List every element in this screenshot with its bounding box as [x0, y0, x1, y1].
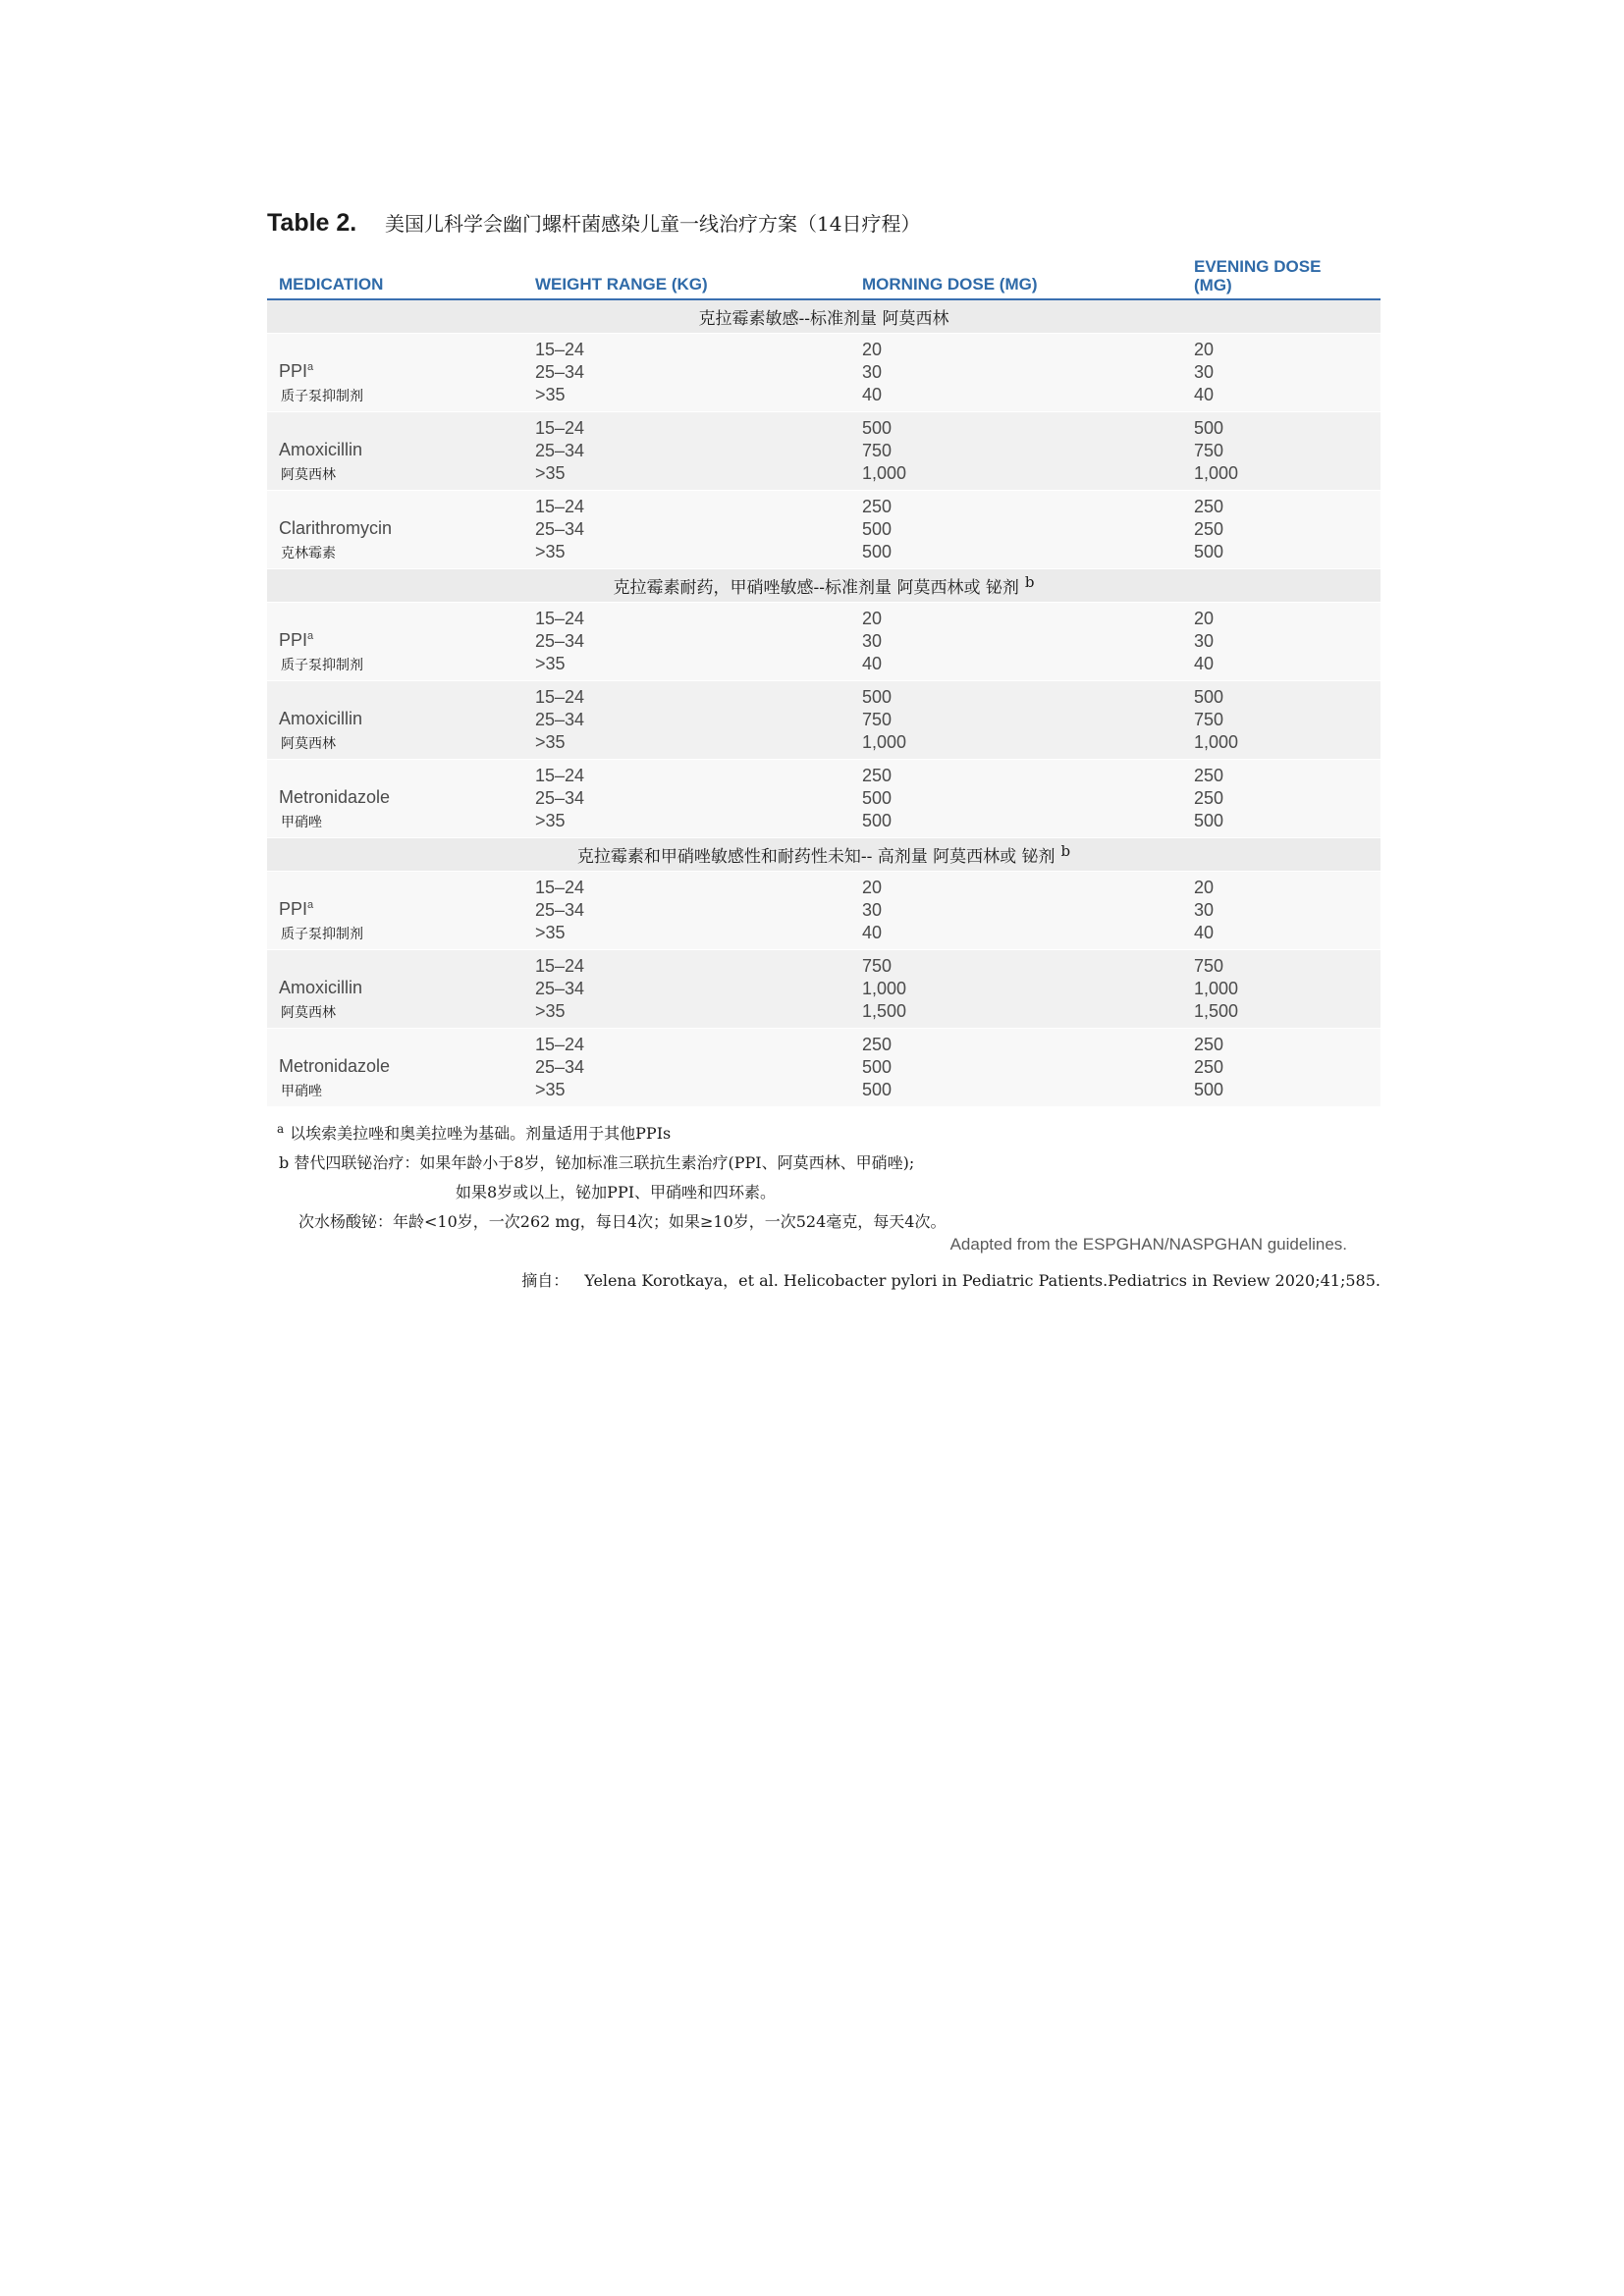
dose-value: 500 — [862, 788, 893, 808]
medication-name: Amoxicillin — [279, 978, 363, 997]
medication-name-cn: 质子泵抑制剂 — [281, 389, 363, 404]
table-label: Table 2. — [267, 209, 357, 237]
dose-value: 20 — [862, 878, 883, 897]
evening-dose-cell — [1188, 872, 1380, 949]
table-row — [267, 603, 1380, 681]
dose-value: >35 — [535, 1001, 566, 1021]
header-weight-range: WEIGHT RANGE (KG) — [535, 275, 708, 294]
dose-value: 250 — [862, 766, 893, 785]
dose-value: 250 — [862, 497, 893, 516]
section-heading: 克拉霉素和甲硝唑敏感性和耐药性未知-- 高剂量 阿莫西林或 铋剂 $^b$ — [267, 838, 1380, 872]
dose-value: 750 — [862, 441, 893, 460]
dose-value: 500 — [862, 811, 893, 830]
section-heading: 克拉霉素耐药，甲硝唑敏感--标准剂量 阿莫西林或 铋剂 $^b$ — [267, 569, 1380, 603]
dose-value: 15–24 — [535, 418, 585, 438]
evening-dose-cell — [1188, 950, 1380, 1028]
dose-value: 25–34 — [535, 362, 585, 382]
dose-value: 15–24 — [535, 687, 585, 707]
medication-name: PPI$^a$ — [279, 899, 314, 919]
dose-value: 25–34 — [535, 1057, 585, 1077]
weight-range-cell — [527, 950, 854, 1028]
dose-value: 500 — [1194, 687, 1224, 707]
medication-name: PPI$^a$ — [279, 630, 314, 650]
dose-value: 15–24 — [535, 497, 585, 516]
table-row — [267, 681, 1380, 760]
dose-value: 250 — [862, 1035, 893, 1054]
dose-value: 15–24 — [535, 609, 585, 628]
header-evening-dose: EVENING DOSE (MG) — [1194, 257, 1322, 294]
dose-value: 500 — [1194, 811, 1224, 830]
dose-value: >35 — [535, 654, 566, 673]
table-row — [267, 950, 1380, 1029]
medication-name-cn: 质子泵抑制剂 — [281, 927, 363, 942]
table-row — [267, 334, 1380, 412]
dose-value: 25–34 — [535, 519, 585, 539]
evening-dose-cell — [1188, 412, 1380, 490]
medication-cell — [267, 603, 527, 680]
dose-value: 30 — [862, 362, 883, 382]
dose-value: 15–24 — [535, 340, 585, 359]
medication-cell — [267, 491, 527, 568]
medication-name-cn: 甲硝唑 — [281, 815, 322, 830]
evening-dose-cell — [1188, 603, 1380, 680]
dose-value: 40 — [1194, 385, 1215, 404]
table-row — [267, 872, 1380, 950]
dose-value: 40 — [862, 654, 883, 673]
morning-dose-cell — [854, 603, 1188, 680]
dose-value: 500 — [862, 542, 893, 561]
source-label: 摘自： — [521, 1271, 569, 1290]
dose-value: 500 — [1194, 542, 1224, 561]
medication-cell — [267, 1029, 527, 1106]
dose-value: 250 — [1194, 766, 1224, 785]
dose-value: 30 — [862, 631, 883, 651]
dose-value: 500 — [862, 1080, 893, 1099]
header-morning-dose: MORNING DOSE (MG) — [862, 275, 1038, 294]
weight-range-cell — [527, 872, 854, 949]
weight-range-cell — [527, 334, 854, 411]
medication-name-cn: 阿莫西林 — [281, 1005, 336, 1021]
dose-value: 15–24 — [535, 956, 585, 976]
dose-value: 1,000 — [1194, 463, 1239, 483]
evening-dose-cell — [1188, 491, 1380, 568]
medication-name-cn: 阿莫西林 — [281, 736, 336, 752]
dose-value: 40 — [1194, 923, 1215, 942]
dose-value: 30 — [862, 900, 883, 920]
dose-value: 20 — [862, 340, 883, 359]
dose-value: 500 — [862, 519, 893, 539]
dose-value: 25–34 — [535, 441, 585, 460]
weight-range-cell — [527, 1029, 854, 1106]
dose-value: 40 — [862, 385, 883, 404]
table-row — [267, 412, 1380, 491]
morning-dose-cell — [854, 681, 1188, 759]
dose-value: 750 — [862, 710, 893, 729]
dose-value: 15–24 — [535, 878, 585, 897]
morning-dose-cell — [854, 334, 1188, 411]
medication-cell — [267, 412, 527, 490]
medication-name-cn: 克林霉素 — [281, 546, 336, 561]
weight-range-cell — [527, 412, 854, 490]
dose-value: >35 — [535, 923, 566, 942]
source-citation — [267, 1268, 1380, 1291]
weight-range-cell — [527, 760, 854, 837]
dose-value: 500 — [862, 418, 893, 438]
dose-value: >35 — [535, 811, 566, 830]
dose-value: 25–34 — [535, 900, 585, 920]
dose-value: >35 — [535, 385, 566, 404]
dose-value: 250 — [1194, 497, 1224, 516]
dose-value: 15–24 — [535, 766, 585, 785]
medication-name: Metronidazole — [279, 787, 391, 807]
dose-value: 250 — [1194, 1057, 1224, 1077]
dose-value: 1,000 — [1194, 979, 1239, 998]
section-heading: 克拉霉素敏感--标准剂量 阿莫西林 — [267, 300, 1380, 334]
morning-dose-cell — [854, 760, 1188, 837]
dose-value: 500 — [1194, 1080, 1224, 1099]
dose-value: 250 — [1194, 519, 1224, 539]
weight-range-cell — [527, 491, 854, 568]
medication-name: Clarithromycin — [279, 518, 393, 538]
footnotes — [267, 1121, 1380, 1291]
footnote-a: $^a$ 以埃索美拉唑和奥美拉唑为基础。剂量适用于其他PPIs — [277, 1121, 672, 1143]
dosage-table — [267, 253, 1380, 1107]
morning-dose-cell — [854, 491, 1188, 568]
dose-value: >35 — [535, 1080, 566, 1099]
dose-value: 25–34 — [535, 979, 585, 998]
dose-value: 20 — [1194, 340, 1215, 359]
dose-value: 30 — [1194, 900, 1215, 920]
dose-value: >35 — [535, 732, 566, 752]
medication-name: Metronidazole — [279, 1056, 391, 1076]
dose-value: 750 — [1194, 441, 1224, 460]
morning-dose-cell — [854, 412, 1188, 490]
evening-dose-cell — [1188, 760, 1380, 837]
weight-range-cell — [527, 603, 854, 680]
dose-value: 20 — [862, 609, 883, 628]
dose-value: 750 — [1194, 956, 1224, 976]
evening-dose-cell — [1188, 334, 1380, 411]
evening-dose-cell — [1188, 1029, 1380, 1106]
morning-dose-cell — [854, 1029, 1188, 1106]
dose-value: 30 — [1194, 631, 1215, 651]
dose-value: 750 — [1194, 710, 1224, 729]
medication-name: PPI$^a$ — [279, 361, 314, 381]
medication-cell — [267, 760, 527, 837]
footnote-b-line2: 如果8岁或以上，铋加PPI、甲硝唑和四环素。 — [456, 1183, 777, 1201]
medication-cell — [267, 950, 527, 1028]
dose-value: 40 — [1194, 654, 1215, 673]
dose-value: 1,500 — [862, 1001, 907, 1021]
medication-name-cn: 甲硝唑 — [281, 1084, 322, 1099]
medication-cell — [267, 872, 527, 949]
dose-value: 1,000 — [862, 732, 907, 752]
medication-cell — [267, 334, 527, 411]
dose-value: 40 — [862, 923, 883, 942]
dose-value: 500 — [862, 687, 893, 707]
evening-dose-cell — [1188, 681, 1380, 759]
dose-value: 250 — [1194, 788, 1224, 808]
header-medication: MEDICATION — [279, 275, 384, 294]
footnote-bismuth: 次水杨酸铋：年龄<10岁，一次262 mg，每日4次；如果≥10岁，一次524毫克，每天4次。 — [298, 1212, 947, 1231]
dose-value: 25–34 — [535, 788, 585, 808]
dose-value: >35 — [535, 542, 566, 561]
weight-range-cell — [527, 681, 854, 759]
footnote-b-line1: b 替代四联铋治疗：如果年龄小于8岁，铋加标准三联抗生素治疗(PPI、阿莫西林、甲硝唑); — [279, 1153, 915, 1172]
table-body — [267, 300, 1380, 1107]
morning-dose-cell — [854, 872, 1188, 949]
table-header — [267, 253, 1380, 300]
dose-value: 500 — [1194, 418, 1224, 438]
medication-name-cn: 阿莫西林 — [281, 467, 336, 483]
table-title: 美国儿科学会幽门螺杆菌感染儿童一线治疗方案（14日疗程） — [385, 212, 921, 236]
medication-name: Amoxicillin — [279, 709, 363, 728]
medication-cell — [267, 681, 527, 759]
table-row — [267, 491, 1380, 569]
table-row — [267, 1029, 1380, 1107]
dose-value: 20 — [1194, 878, 1215, 897]
morning-dose-cell — [854, 950, 1188, 1028]
table-title-row — [267, 208, 1380, 241]
medication-name-cn: 质子泵抑制剂 — [281, 658, 363, 673]
dose-value: 25–34 — [535, 710, 585, 729]
dose-value: 1,000 — [1194, 732, 1239, 752]
dose-value: 20 — [1194, 609, 1215, 628]
document-page — [267, 208, 1380, 1291]
dose-value: 25–34 — [535, 631, 585, 651]
dose-value: 15–24 — [535, 1035, 585, 1054]
dose-value: 30 — [1194, 362, 1215, 382]
adapted-note: Adapted from the ESPGHAN/NASPGHAN guidelines. — [949, 1235, 1347, 1254]
dose-value: 1,500 — [1194, 1001, 1239, 1021]
table-row — [267, 760, 1380, 838]
medication-name: Amoxicillin — [279, 440, 363, 459]
source-text: Yelena Korotkaya，et al. Helicobacter pylori in Pediatric Patients.Pediatrics in Review 2020;41;585. — [584, 1271, 1380, 1290]
dose-value: 750 — [862, 956, 893, 976]
dose-value: 250 — [1194, 1035, 1224, 1054]
dose-value: 500 — [862, 1057, 893, 1077]
dose-value: 1,000 — [862, 463, 907, 483]
dose-value: 1,000 — [862, 979, 907, 998]
dose-value: >35 — [535, 463, 566, 483]
